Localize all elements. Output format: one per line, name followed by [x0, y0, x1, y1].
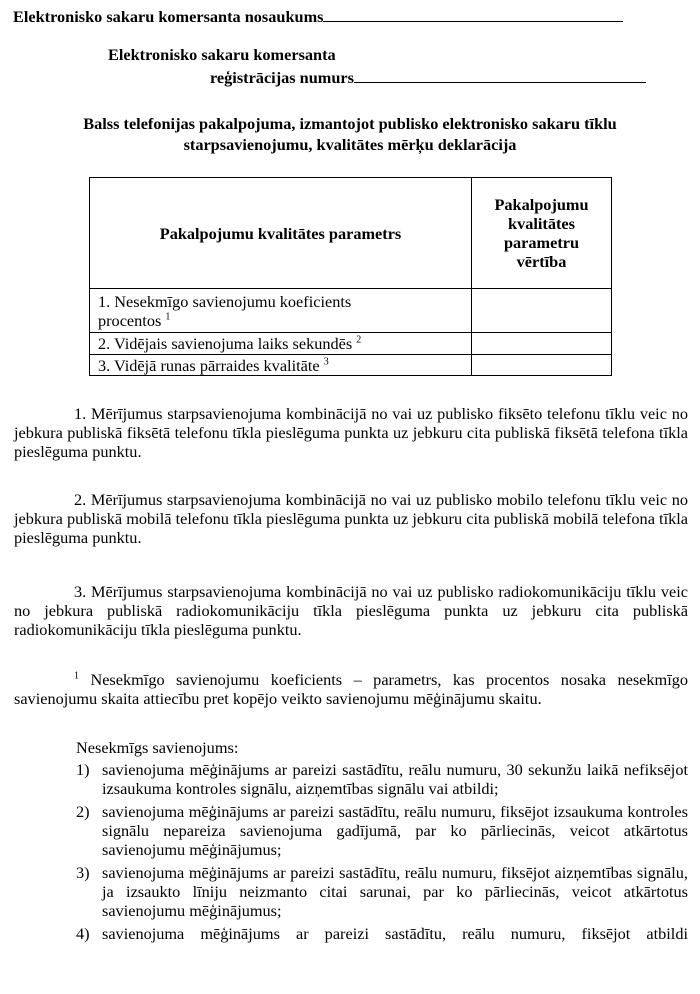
list-item-text: savienojuma mēģinājums ar pareizi sastādītu, reālu numuru, fiksējot aizņemtības signālu, ja izsaukto līniju neizmanto citai sarunai, par ko pārliecinās, veicot atkārtotus savienojumu mēģinājumus;	[102, 863, 688, 920]
paragraph-3: 3. Mērījumus starpsavienojuma kombinācijā no vai uz publisko radiokomunikāciju tīklu veic no jebkura publiskā radiokomunikāciju tīkla pieslēguma punkta uz jebkuru cita publiskā radiokomunikāciju tīkla pieslēguma punktu.	[14, 582, 688, 639]
list-item-number: 2)	[76, 802, 90, 821]
list-item-text: savienojuma mēģinājums ar pareizi sastādītu, reālu numuru, 30 sekunžu laikā nefiksējot izsaukuma kontroles signālu, aizņemtības signālu vai atbildi;	[102, 760, 688, 798]
list-item-text: savienojuma mēģinājums ar pareizi sastādītu, reālu numuru, fiksējot atbildi	[102, 924, 688, 943]
list-item	[76, 760, 688, 798]
row2-label: 2. Vidējais savienojuma laiks sekundēs $^2$	[90, 333, 472, 355]
table-row	[90, 333, 612, 355]
quality-table	[89, 177, 612, 376]
table-row	[90, 289, 612, 333]
footnote-mark: 1	[74, 670, 79, 682]
company-name-label: Elektronisko sakaru komersanta nosaukums	[13, 7, 324, 26]
header-value: Pakalpojumu kvalitātes parametru vērtība	[472, 178, 612, 289]
list-item	[76, 802, 688, 859]
row3-value[interactable]	[472, 355, 612, 376]
registration-label-line2: reģistrācijas numurs	[210, 68, 354, 87]
row2-sup: 2	[356, 334, 362, 346]
list-item-number: 4)	[76, 924, 90, 943]
company-name-blank[interactable]	[323, 6, 623, 22]
header-parameter: Pakalpojumu kvalitātes parametrs	[90, 178, 472, 289]
footnote-subheading: Nesekmīgs savienojums:	[76, 738, 239, 757]
document-title-line1: Balss telefonijas pakalpojuma, izmantojot publisko elektronisko sakaru tīklu	[83, 114, 617, 133]
document-title-line2: starpsavienojumu, kvalitātes mērķu deklarācija	[183, 135, 517, 154]
list-item-text: savienojuma mēģinājums ar pareizi sastādītu, reālu numuru, fiksējot izsaukuma kontroles signālu nepareiza savienojuma gadījumā, par ko pārliecinās, veicot atkārtotus savienojumu mēģinājumus;	[102, 802, 688, 859]
row2-value[interactable]	[472, 333, 612, 355]
registration-label-line1: Elektronisko sakaru komersanta	[108, 45, 336, 64]
footnote	[14, 670, 688, 708]
row1-sup: 1	[165, 311, 171, 323]
row1-label: 1. Nesekmīgo savienojumu koeficients procentos $^1$	[90, 289, 472, 333]
registration-number-blank[interactable]	[354, 67, 646, 83]
list-item	[76, 863, 688, 920]
registration-number-line	[210, 67, 646, 87]
table-header-row	[90, 178, 612, 289]
list-item	[76, 924, 688, 943]
footnote-text: Nesekmīgo savienojumu koeficients – parametrs, kas procentos nosaka nesekmīgo savienojumu skaita attiecību pret kopējo veikto savienojumu mēģinājumu skaitu.	[14, 670, 688, 708]
row3-label: 3. Vidējā runas pārraides kvalitāte $^3$	[90, 355, 472, 376]
footnote-list	[76, 760, 688, 943]
row1-value[interactable]	[472, 289, 612, 333]
paragraph-2: 2. Mērījumus starpsavienojuma kombinācijā no vai uz publisko mobilo telefonu tīklu veic no jebkura publiskā mobilā telefonu tīkla pieslēguma punkta uz jebkuru cita publiskā mobilā telefona tīkla pieslēguma punktu.	[14, 490, 688, 547]
list-item-number: 1)	[76, 760, 90, 779]
company-name-line	[13, 6, 623, 26]
row3-sup: 3	[323, 356, 329, 368]
list-item-number: 3)	[76, 863, 90, 882]
table-row	[90, 355, 612, 376]
paragraph-1: 1. Mērījumus starpsavienojuma kombinācijā no vai uz publisko fiksēto telefonu tīklu veic no jebkura publiskā fiksētā telefonu tīkla pieslēguma punkta uz jebkuru cita publiskā fiksētā telefona tīkla pieslēguma punktu.	[14, 404, 688, 461]
